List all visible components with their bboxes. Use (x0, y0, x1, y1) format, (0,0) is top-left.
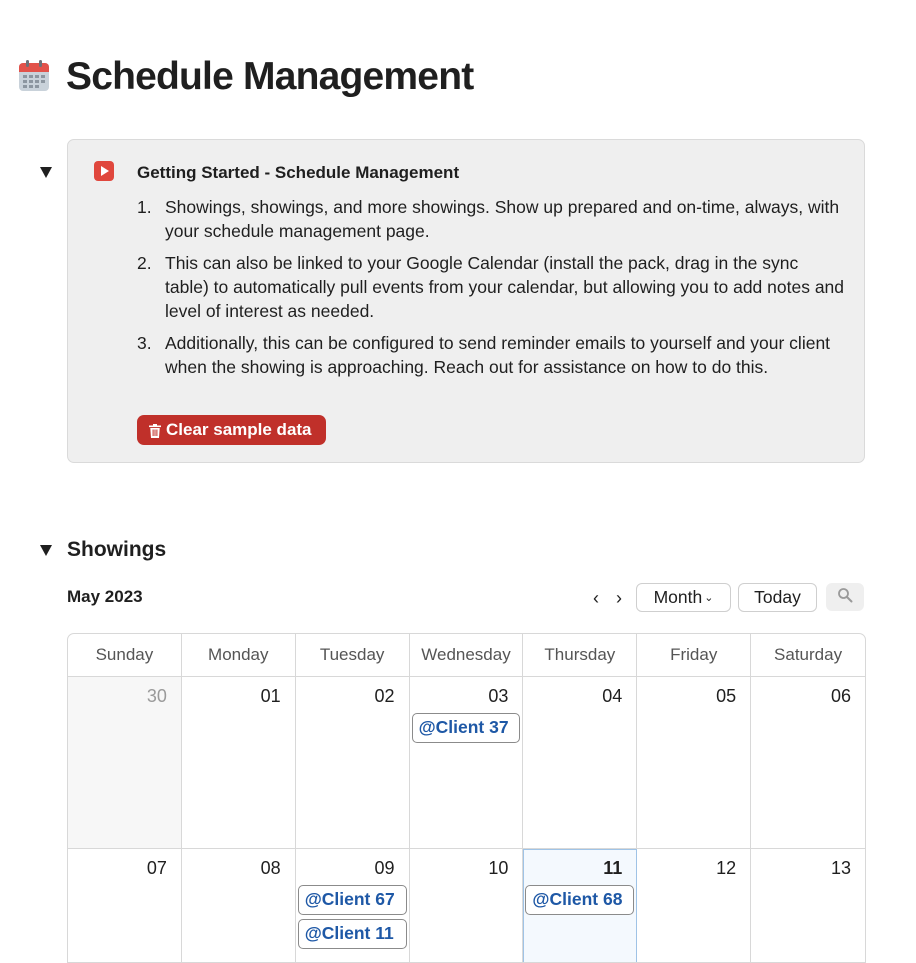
calendar-event[interactable]: @Client 67 (298, 885, 407, 915)
calendar-day-cell[interactable] (296, 677, 410, 848)
weekday-header: Friday (637, 634, 751, 676)
step-number: 3. (137, 333, 152, 353)
next-month-button[interactable] (611, 587, 627, 609)
calendar-day-cell-today[interactable] (523, 849, 637, 963)
calendar-week-row (68, 849, 865, 963)
chevron-right-icon: › (616, 588, 622, 608)
day-number: 12 (716, 858, 737, 878)
chevron-left-icon: ‹ (593, 588, 599, 608)
day-number: 04 (602, 686, 623, 706)
calendar-event[interactable]: @Client 11 (298, 919, 407, 949)
page-title: Schedule Management (66, 55, 474, 98)
weekday-header: Monday (182, 634, 296, 676)
day-number: 07 (146, 858, 167, 878)
trash-icon (149, 423, 161, 437)
calendar-day-cell[interactable] (751, 677, 865, 848)
calendar-week-row (68, 677, 865, 849)
step-text: Showings, showings, and more showings. Show up prepared and on-time, always, with your schedule management page. (165, 197, 840, 241)
calendar-day-cell[interactable] (296, 849, 410, 963)
calendar-event[interactable]: @Client 37 (412, 713, 521, 743)
step-text: This can also be linked to your Google Calendar (install the pack, drag in the sync table) to automatically pull events from your calendar, but allowing you to add notes and level of interest as needed. (165, 253, 845, 321)
weekday-header: Sunday (68, 634, 182, 676)
calendar-day-cell[interactable] (523, 677, 637, 848)
day-number: 11 (603, 858, 623, 878)
calendar-day-cell[interactable] (637, 849, 751, 963)
today-button[interactable] (738, 583, 817, 612)
list-item (137, 331, 845, 379)
day-number: 30 (146, 686, 167, 706)
day-number: 05 (716, 686, 737, 706)
today-label: Today (754, 587, 801, 607)
day-number: 13 (830, 858, 851, 878)
steps-list (137, 195, 845, 387)
weekday-header: Tuesday (296, 634, 410, 676)
calendar-day-cell[interactable] (637, 677, 751, 848)
prev-month-button[interactable] (588, 587, 604, 609)
calendar-icon (18, 60, 50, 92)
calendar-day-cell[interactable] (410, 677, 524, 848)
calendar-day-cell[interactable] (410, 849, 524, 963)
list-item (137, 251, 845, 323)
calendar-month-label: May 2023 (67, 587, 143, 606)
day-number: 02 (374, 686, 395, 706)
calendar-day-cell[interactable] (182, 849, 296, 963)
calendar-day-cell[interactable] (68, 849, 182, 963)
month-calendar (67, 633, 866, 963)
calendar-day-cell[interactable] (182, 677, 296, 848)
step-number: 1. (137, 197, 152, 217)
calendar-day-cell[interactable] (751, 849, 865, 963)
calendar-day-cell[interactable] (68, 677, 182, 848)
day-number: 06 (830, 686, 851, 706)
weekday-header-row (68, 634, 865, 677)
view-mode-select[interactable] (636, 583, 731, 612)
play-video-icon[interactable] (94, 161, 114, 181)
weekday-header: Wednesday (410, 634, 524, 676)
search-icon (837, 587, 853, 608)
calendar-search-button[interactable] (826, 583, 864, 611)
weekday-header: Thursday (523, 634, 637, 676)
collapse-toggle-getting-started[interactable] (40, 167, 52, 178)
day-number: 09 (374, 858, 395, 878)
list-item (137, 195, 845, 243)
day-number: 01 (260, 686, 281, 706)
clear-sample-data-button[interactable] (137, 415, 326, 445)
step-text: Additionally, this can be configured to send reminder emails to yourself and your client when the showing is approaching. Reach out for assistance on how to do this. (165, 333, 831, 377)
day-number: 03 (488, 686, 509, 706)
day-number: 10 (488, 858, 509, 878)
collapse-toggle-showings[interactable] (40, 545, 52, 556)
clear-sample-data-label: Clear sample data (166, 420, 312, 439)
calendar-event[interactable]: @Client 68 (525, 885, 634, 915)
chevron-down-icon: ⌄ (704, 592, 714, 604)
day-number: 08 (260, 858, 281, 878)
showings-heading: Showings (67, 538, 167, 561)
step-number: 2. (137, 253, 152, 273)
view-mode-label: Month (653, 587, 703, 607)
weekday-header: Saturday (774, 645, 843, 664)
callout-heading: Getting Started - Schedule Management (137, 163, 460, 182)
